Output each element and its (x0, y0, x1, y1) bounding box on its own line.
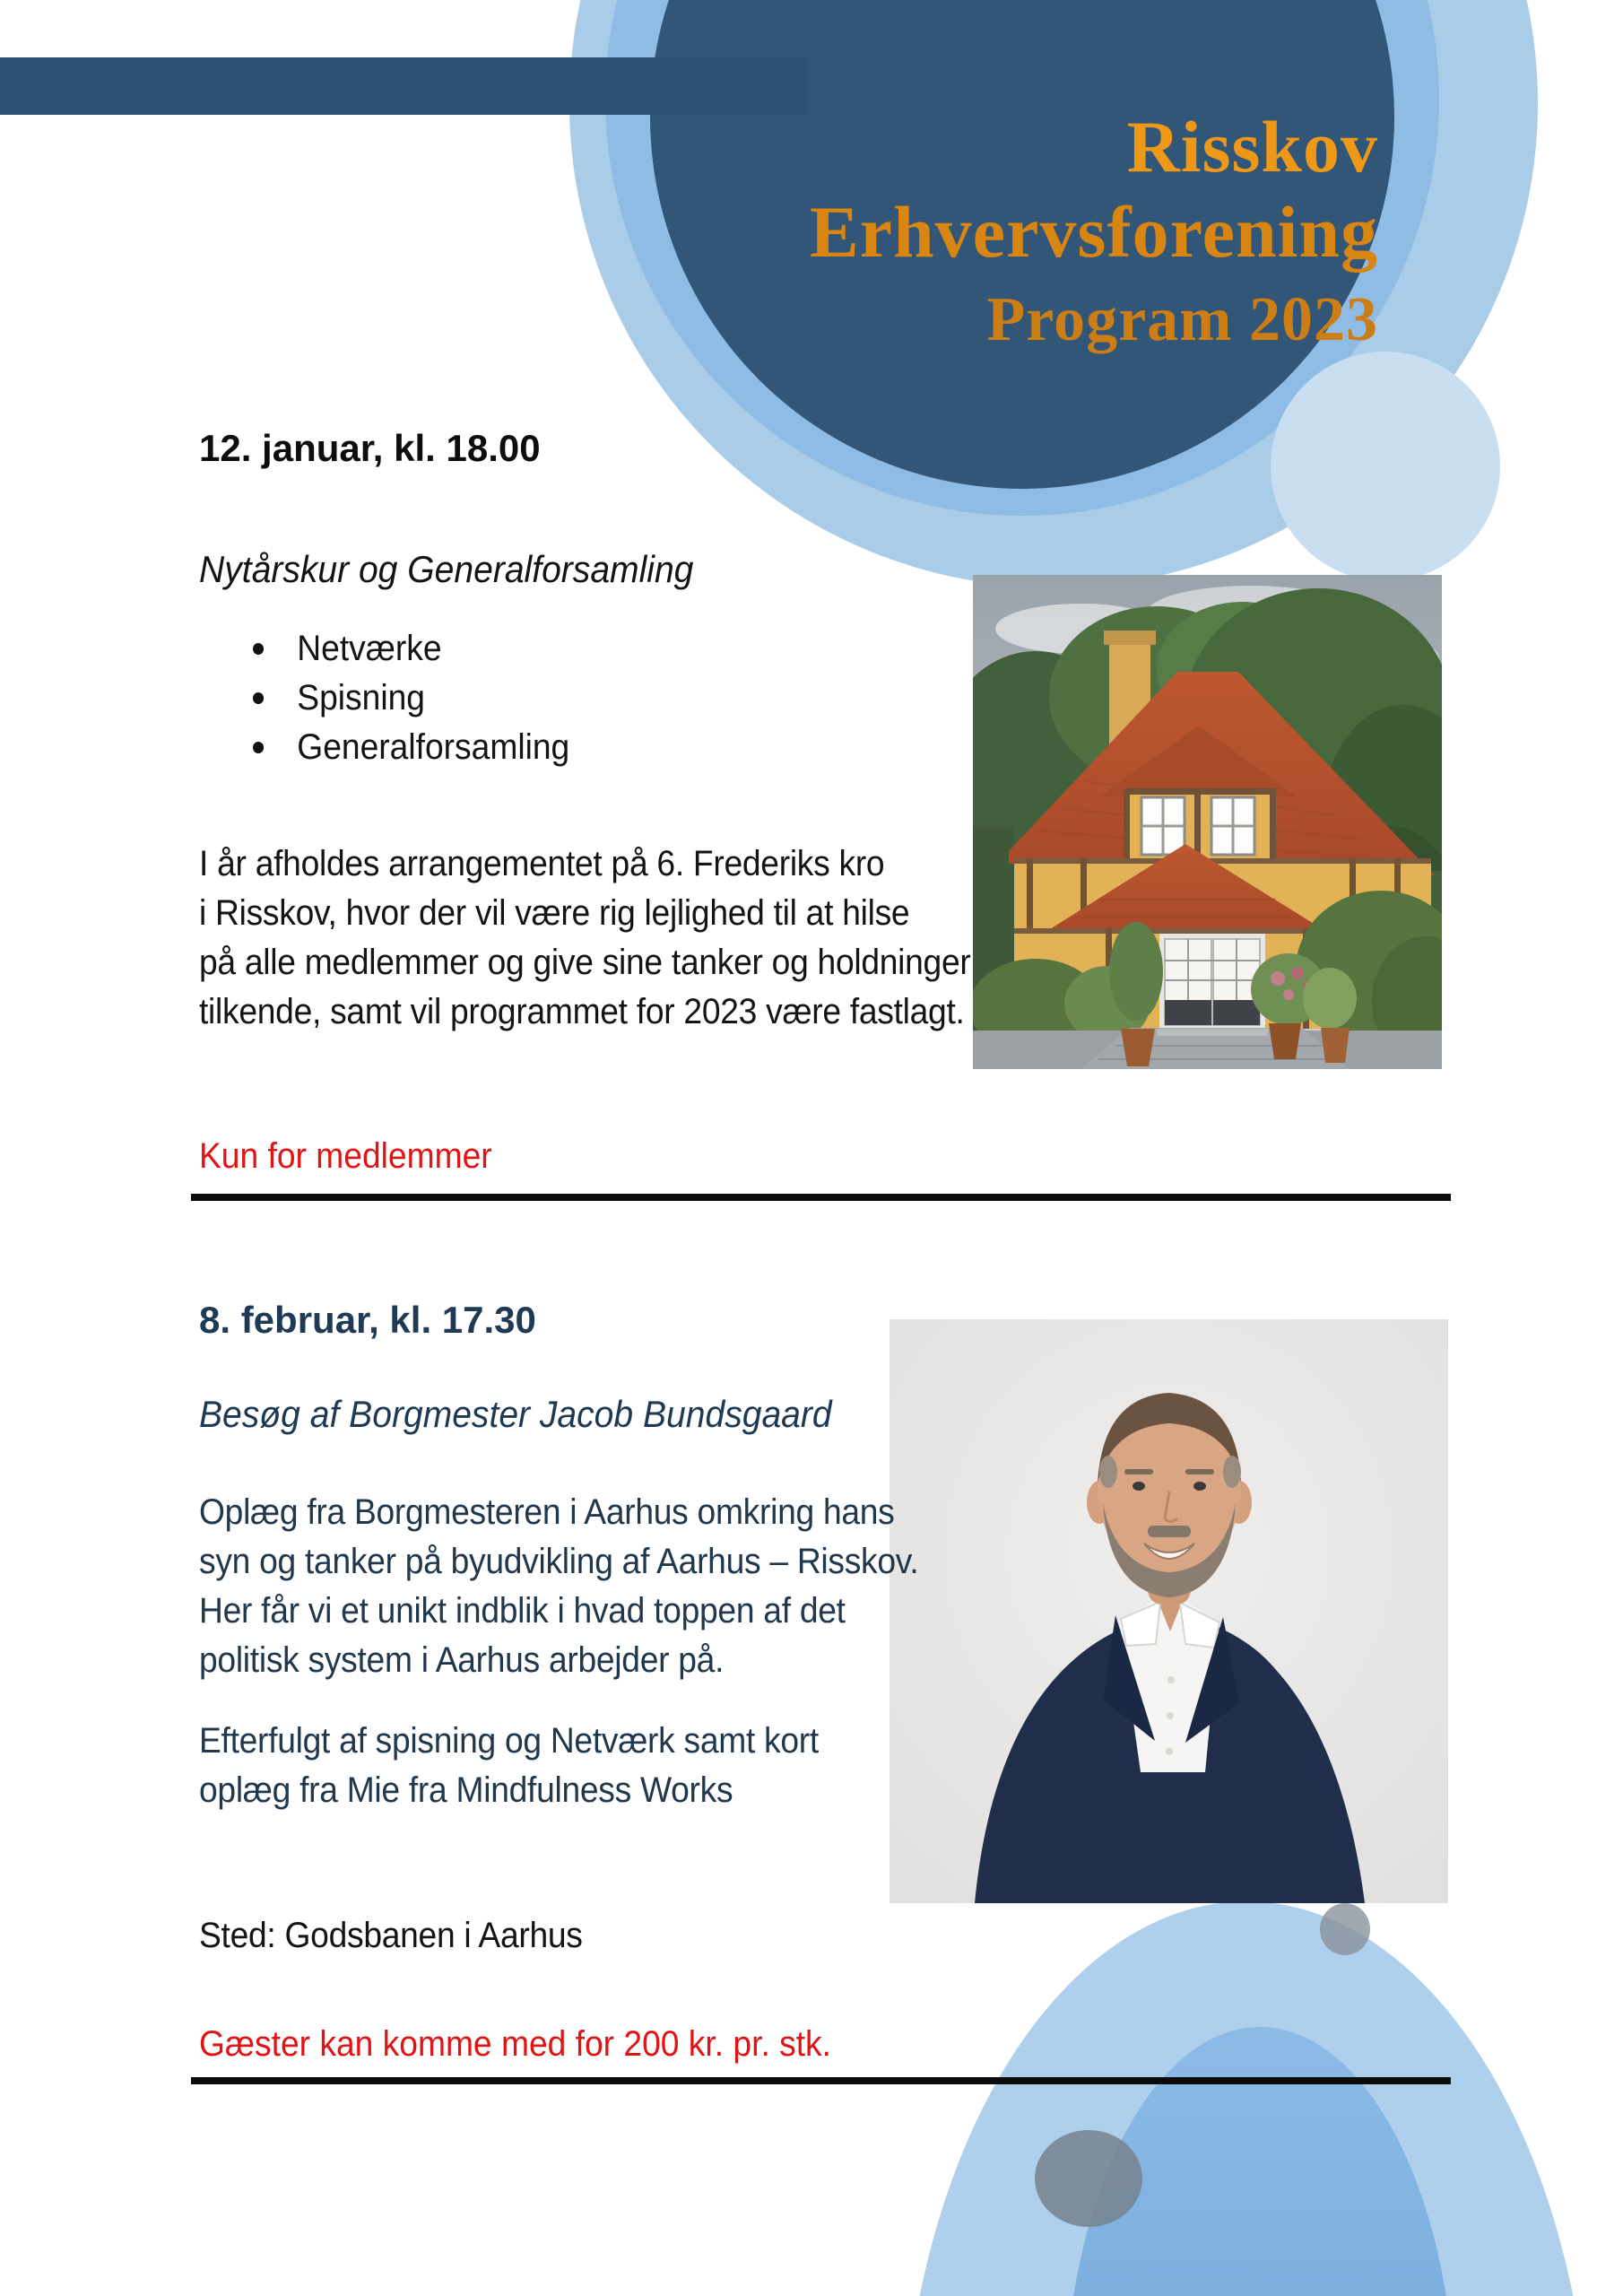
event2-body-2 (199, 1717, 819, 1815)
body-line: på alle medlemmer og give sine tanker og holdninger (199, 943, 971, 982)
body-line: Efterfulgt af spisning og Netværk samt kort (199, 1721, 819, 1761)
title-line-3: Program 2023 (986, 285, 1378, 354)
event2-note: Gæster kan komme med for 200 kr. pr. stk. (199, 2024, 831, 2064)
bullet-icon (253, 643, 264, 655)
event2-body (199, 1488, 918, 1685)
top-bar-decoration (0, 57, 807, 115)
body-line: Her får vi et unikt indblik i hvad toppen af det (199, 1591, 846, 1631)
grey-dot-large-decoration (1035, 2130, 1142, 2227)
grey-dot-small-decoration (1320, 1903, 1370, 1955)
body-line: Oplæg fra Borgmesteren i Aarhus omkring hans (199, 1492, 895, 1532)
house-photo (973, 575, 1442, 1069)
title-line-2: Erhvervsforening (809, 191, 1378, 273)
title-line-1: Risskov (1126, 106, 1378, 187)
body-line: oplæg fra Mie fra Mindfulness Works (199, 1770, 733, 1810)
event2-date: 8. februar, kl. 17.30 (199, 1299, 536, 1341)
bullet-label: Generalforsamling (297, 727, 570, 767)
event1-subtitle: Nytårskur og Generalforsamling (199, 548, 694, 590)
pale-circle-decoration (1271, 352, 1500, 581)
bullet-label: Netværke (297, 629, 442, 668)
body-line: tilkende, samt vil programmet for 2023 være fastlagt. (199, 992, 965, 1031)
body-line: syn og tanker på byudvikling af Aarhus – Risskov. (199, 1542, 919, 1581)
event1-date: 12. januar, kl. 18.00 (199, 427, 541, 469)
bullet-label: Spisning (297, 678, 425, 718)
event2-subtitle: Besøg af Borgmester Jacob Bundsgaard (199, 1393, 832, 1435)
body-line: I år afholdes arrangementet på 6. Frederiks kro (199, 844, 885, 883)
list-item (253, 723, 569, 772)
event1-note: Kun for medlemmer (199, 1136, 492, 1176)
event1-bullet-list (253, 624, 569, 772)
bullet-icon (253, 742, 264, 753)
section-divider-rule (191, 1194, 1451, 1201)
portrait-photo (890, 1319, 1448, 1903)
bullet-icon (253, 692, 264, 704)
event2-location: Sted: Godsbanen i Aarhus (199, 1916, 583, 1955)
event1-body (199, 839, 970, 1037)
body-line: politisk system i Aarhus arbejder på. (199, 1640, 725, 1680)
list-item (253, 624, 569, 674)
body-line: i Risskov, hvor der vil være rig lejlighed til at hilse (199, 893, 910, 933)
section-divider-rule (191, 2077, 1451, 2084)
list-item (253, 674, 569, 723)
